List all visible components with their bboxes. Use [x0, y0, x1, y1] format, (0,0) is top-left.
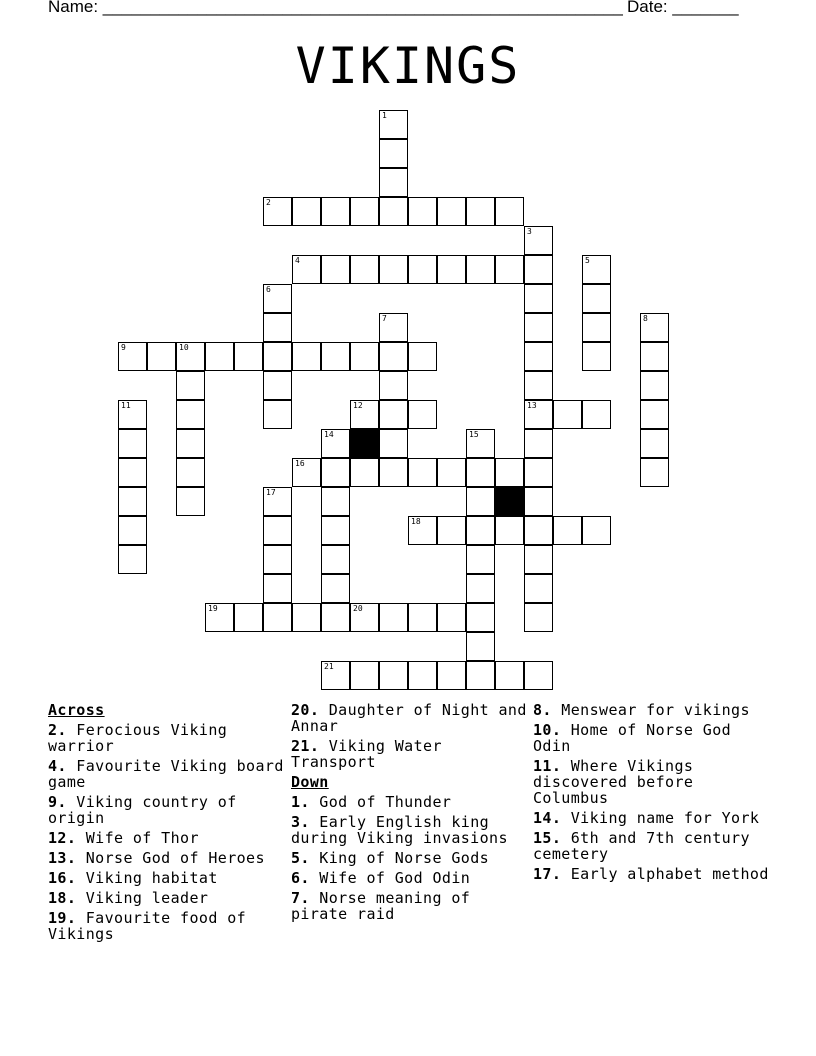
grid-cell[interactable]	[379, 371, 408, 400]
clue-text: Viking country of origin	[48, 793, 237, 827]
clues-column-1	[48, 702, 288, 946]
grid-cell[interactable]	[379, 255, 408, 284]
grid-cell[interactable]	[437, 458, 466, 487]
grid-cell[interactable]	[582, 313, 611, 342]
grid-cell[interactable]	[292, 342, 321, 371]
clue-number: 21	[324, 662, 334, 671]
clue-number: 9	[121, 343, 126, 352]
grid-cell[interactable]	[234, 603, 263, 632]
grid-cell[interactable]	[582, 284, 611, 313]
clue-num: 14.	[533, 809, 562, 827]
grid-cell[interactable]	[379, 429, 408, 458]
grid-cell[interactable]	[437, 197, 466, 226]
clue-num: 1.	[291, 793, 310, 811]
clue-text: Favourite food of Vikings	[48, 909, 247, 943]
grid-cell[interactable]	[350, 603, 379, 632]
clue-text: Norse God of Heroes	[76, 849, 265, 867]
grid-cell[interactable]	[118, 545, 147, 574]
clue-number: 19	[208, 604, 218, 613]
grid-cell[interactable]	[466, 661, 495, 690]
grid-cell[interactable]	[379, 400, 408, 429]
clue-number: 1	[382, 111, 387, 120]
grid-cell[interactable]	[524, 545, 553, 574]
clue-num: 9.	[48, 793, 67, 811]
across-clue	[291, 702, 531, 734]
grid-cell[interactable]	[321, 458, 350, 487]
grid-cell[interactable]	[408, 197, 437, 226]
grid-cell[interactable]	[640, 313, 669, 342]
clue-num: 16.	[48, 869, 77, 887]
grid-cell[interactable]	[524, 487, 553, 516]
grid-cell[interactable]	[466, 516, 495, 545]
header	[48, 0, 768, 22]
grid-cell[interactable]	[640, 400, 669, 429]
grid-cell[interactable]	[321, 661, 350, 690]
clue-num: 11.	[533, 757, 562, 775]
name-field[interactable]: Name: _______________________________________________________	[48, 0, 623, 16]
clue-number: 6	[266, 285, 271, 294]
clue-text: Early alphabet method	[561, 865, 769, 883]
clue-text: Where Vikings discovered before Columbus	[533, 757, 694, 807]
clue-text: Wife of God Odin	[309, 869, 471, 887]
black-cell	[350, 429, 379, 458]
clue-text: King of Norse Gods	[309, 849, 490, 867]
grid-cell[interactable]	[350, 197, 379, 226]
grid-cell[interactable]	[379, 313, 408, 342]
grid-cell[interactable]	[495, 255, 524, 284]
date-field[interactable]: Date: _______	[627, 0, 739, 16]
clue-num: 4.	[48, 757, 67, 775]
grid-cell[interactable]	[524, 603, 553, 632]
grid-cell[interactable]	[321, 429, 350, 458]
grid-cell[interactable]	[321, 545, 350, 574]
grid-cell[interactable]	[524, 342, 553, 371]
grid-cell[interactable]	[176, 429, 205, 458]
down-clue	[533, 810, 773, 826]
across-clue	[48, 722, 288, 754]
clue-text: Viking Water Transport	[291, 737, 442, 771]
clue-num: 3.	[291, 813, 310, 831]
grid-cell[interactable]	[118, 429, 147, 458]
clue-num: 18.	[48, 889, 77, 907]
across-clue	[48, 890, 288, 906]
grid-cell[interactable]	[176, 458, 205, 487]
grid-cell[interactable]	[408, 458, 437, 487]
grid-cell[interactable]	[263, 487, 292, 516]
grid-cell[interactable]	[408, 400, 437, 429]
grid-cell[interactable]	[292, 255, 321, 284]
grid-cell[interactable]	[466, 545, 495, 574]
clue-num: 13.	[48, 849, 77, 867]
clue-text: Viking habitat	[76, 869, 218, 887]
grid-cell[interactable]	[118, 516, 147, 545]
grid-cell[interactable]	[118, 458, 147, 487]
grid-cell[interactable]	[263, 574, 292, 603]
clue-number: 15	[469, 430, 479, 439]
grid-cell[interactable]	[495, 197, 524, 226]
clue-number: 2	[266, 198, 271, 207]
across-clue	[48, 758, 288, 790]
grid-cell[interactable]	[263, 603, 292, 632]
grid-cell[interactable]	[640, 342, 669, 371]
clue-number: 13	[527, 401, 537, 410]
grid-cell[interactable]	[263, 371, 292, 400]
grid-cell[interactable]	[118, 342, 147, 371]
down-clue	[533, 830, 773, 862]
grid-cell[interactable]	[437, 255, 466, 284]
down-clue	[533, 722, 773, 754]
grid-cell[interactable]	[524, 516, 553, 545]
grid-cell[interactable]	[205, 603, 234, 632]
grid-cell[interactable]	[640, 429, 669, 458]
grid-cell[interactable]	[495, 458, 524, 487]
grid-cell[interactable]	[176, 487, 205, 516]
grid-cell[interactable]	[118, 400, 147, 429]
grid-cell[interactable]	[379, 342, 408, 371]
grid-cell[interactable]	[350, 458, 379, 487]
clue-number: 7	[382, 314, 387, 323]
grid-cell[interactable]	[321, 342, 350, 371]
grid-cell[interactable]	[466, 574, 495, 603]
down-clue	[533, 758, 773, 806]
grid-cell[interactable]	[408, 342, 437, 371]
clue-text: Viking name for York	[561, 809, 760, 827]
grid-cell[interactable]	[582, 516, 611, 545]
black-cell	[495, 487, 524, 516]
grid-cell[interactable]	[466, 458, 495, 487]
grid-cell[interactable]	[466, 255, 495, 284]
grid-cell[interactable]	[234, 342, 263, 371]
grid-cell[interactable]	[524, 458, 553, 487]
clue-number: 16	[295, 459, 305, 468]
grid-cell[interactable]	[147, 342, 176, 371]
grid-cell[interactable]	[350, 661, 379, 690]
grid-cell[interactable]	[263, 516, 292, 545]
grid-cell[interactable]	[321, 516, 350, 545]
grid-cell[interactable]	[379, 139, 408, 168]
grid-cell[interactable]	[379, 603, 408, 632]
grid-cell[interactable]	[437, 516, 466, 545]
down-clue	[291, 890, 531, 922]
grid-cell[interactable]	[524, 313, 553, 342]
clue-num: 19.	[48, 909, 77, 927]
grid-cell[interactable]	[466, 197, 495, 226]
grid-cell[interactable]	[321, 255, 350, 284]
clue-text: 6th and 7th century cemetery	[533, 829, 750, 863]
clue-text: Viking leader	[76, 889, 209, 907]
clue-num: 20.	[291, 701, 320, 719]
grid-cell[interactable]	[321, 197, 350, 226]
grid-cell[interactable]	[553, 516, 582, 545]
grid-cell[interactable]	[292, 603, 321, 632]
grid-cell[interactable]	[466, 603, 495, 632]
clue-text: Ferocious Viking warrior	[48, 721, 228, 755]
across-clue	[48, 850, 288, 866]
grid-cell[interactable]	[263, 545, 292, 574]
clue-num: 15.	[533, 829, 562, 847]
grid-cell[interactable]	[176, 371, 205, 400]
grid-cell[interactable]	[466, 429, 495, 458]
grid-cell[interactable]	[350, 400, 379, 429]
down-clue	[291, 850, 531, 866]
across-clue	[291, 738, 531, 770]
grid-cell[interactable]	[495, 516, 524, 545]
across-clue	[48, 910, 288, 942]
grid-cell[interactable]	[553, 400, 582, 429]
clue-num: 8.	[533, 701, 552, 719]
grid-cell[interactable]	[524, 371, 553, 400]
grid-cell[interactable]	[524, 429, 553, 458]
clue-number: 17	[266, 488, 276, 497]
clue-number: 10	[179, 343, 189, 352]
grid-cell[interactable]	[292, 197, 321, 226]
grid-cell[interactable]	[437, 661, 466, 690]
clue-num: 5.	[291, 849, 310, 867]
grid-cell[interactable]	[350, 342, 379, 371]
clue-text: Daughter of Night and Annar	[291, 701, 527, 735]
grid-cell[interactable]	[118, 487, 147, 516]
clue-text: Early English king during Viking invasions	[291, 813, 508, 847]
grid-cell[interactable]	[321, 603, 350, 632]
clue-text: Wife of Thor	[76, 829, 199, 847]
clue-number: 14	[324, 430, 334, 439]
grid-cell[interactable]	[263, 400, 292, 429]
grid-cell[interactable]	[263, 284, 292, 313]
clue-num: 17.	[533, 865, 562, 883]
grid-cell[interactable]	[263, 313, 292, 342]
grid-cell[interactable]	[524, 661, 553, 690]
grid-cell[interactable]	[205, 342, 234, 371]
grid-cell[interactable]	[524, 226, 553, 255]
grid-cell[interactable]	[176, 342, 205, 371]
clue-text: God of Thunder	[309, 793, 452, 811]
grid-cell[interactable]	[321, 574, 350, 603]
grid-cell[interactable]	[408, 255, 437, 284]
clue-number: 4	[295, 256, 300, 265]
grid-cell[interactable]	[379, 458, 408, 487]
down-clue	[291, 814, 531, 846]
grid-cell[interactable]	[524, 400, 553, 429]
clue-text: Home of Norse God Odin	[533, 721, 732, 755]
clue-number: 3	[527, 227, 532, 236]
down-clue	[291, 794, 531, 810]
grid-cell[interactable]	[495, 661, 524, 690]
grid-cell[interactable]	[408, 516, 437, 545]
clue-num: 12.	[48, 829, 77, 847]
grid-cell[interactable]	[466, 632, 495, 661]
clue-number: 18	[411, 517, 421, 526]
clue-text: Norse meaning of pirate raid	[291, 889, 471, 923]
down-heading: Down	[291, 773, 329, 791]
across-clue	[48, 830, 288, 846]
clue-num: 6.	[291, 869, 310, 887]
grid-cell[interactable]	[292, 458, 321, 487]
grid-cell[interactable]	[379, 197, 408, 226]
grid-cell[interactable]	[408, 661, 437, 690]
grid-cell[interactable]	[321, 487, 350, 516]
across-heading: Across	[48, 701, 105, 719]
across-clue	[48, 794, 288, 826]
clue-number: 11	[121, 401, 131, 410]
grid-cell[interactable]	[640, 458, 669, 487]
grid-cell[interactable]	[263, 197, 292, 226]
grid-cell[interactable]	[263, 342, 292, 371]
clue-text: Menswear for vikings	[551, 701, 750, 719]
grid-cell[interactable]	[582, 342, 611, 371]
clues-column-2	[291, 702, 531, 926]
clue-num: 7.	[291, 889, 310, 907]
clue-num: 2.	[48, 721, 67, 739]
grid-cell[interactable]	[582, 255, 611, 284]
puzzle-title: VIKINGS	[295, 37, 521, 95]
grid-cell[interactable]	[176, 400, 205, 429]
grid-cell[interactable]	[379, 168, 408, 197]
grid-cell[interactable]	[379, 661, 408, 690]
grid-cell[interactable]	[640, 371, 669, 400]
across-clue	[48, 870, 288, 886]
clue-num: 10.	[533, 721, 562, 739]
grid-cell[interactable]	[437, 603, 466, 632]
grid-cell[interactable]	[524, 574, 553, 603]
grid-cell[interactable]	[379, 110, 408, 139]
down-clue	[291, 870, 531, 886]
clue-number: 8	[643, 314, 648, 323]
grid-cell[interactable]	[582, 400, 611, 429]
grid-cell[interactable]	[408, 603, 437, 632]
clue-number: 5	[585, 256, 590, 265]
grid-cell[interactable]	[524, 284, 553, 313]
clue-number: 20	[353, 604, 363, 613]
clue-text: Favourite Viking board game	[48, 757, 284, 791]
grid-cell[interactable]	[350, 255, 379, 284]
clue-num: 21.	[291, 737, 320, 755]
clue-number: 12	[353, 401, 363, 410]
down-clue	[533, 866, 773, 882]
clues-column-3	[533, 702, 773, 886]
down-clue	[533, 702, 773, 718]
grid-cell[interactable]	[524, 255, 553, 284]
grid-cell[interactable]	[466, 487, 495, 516]
